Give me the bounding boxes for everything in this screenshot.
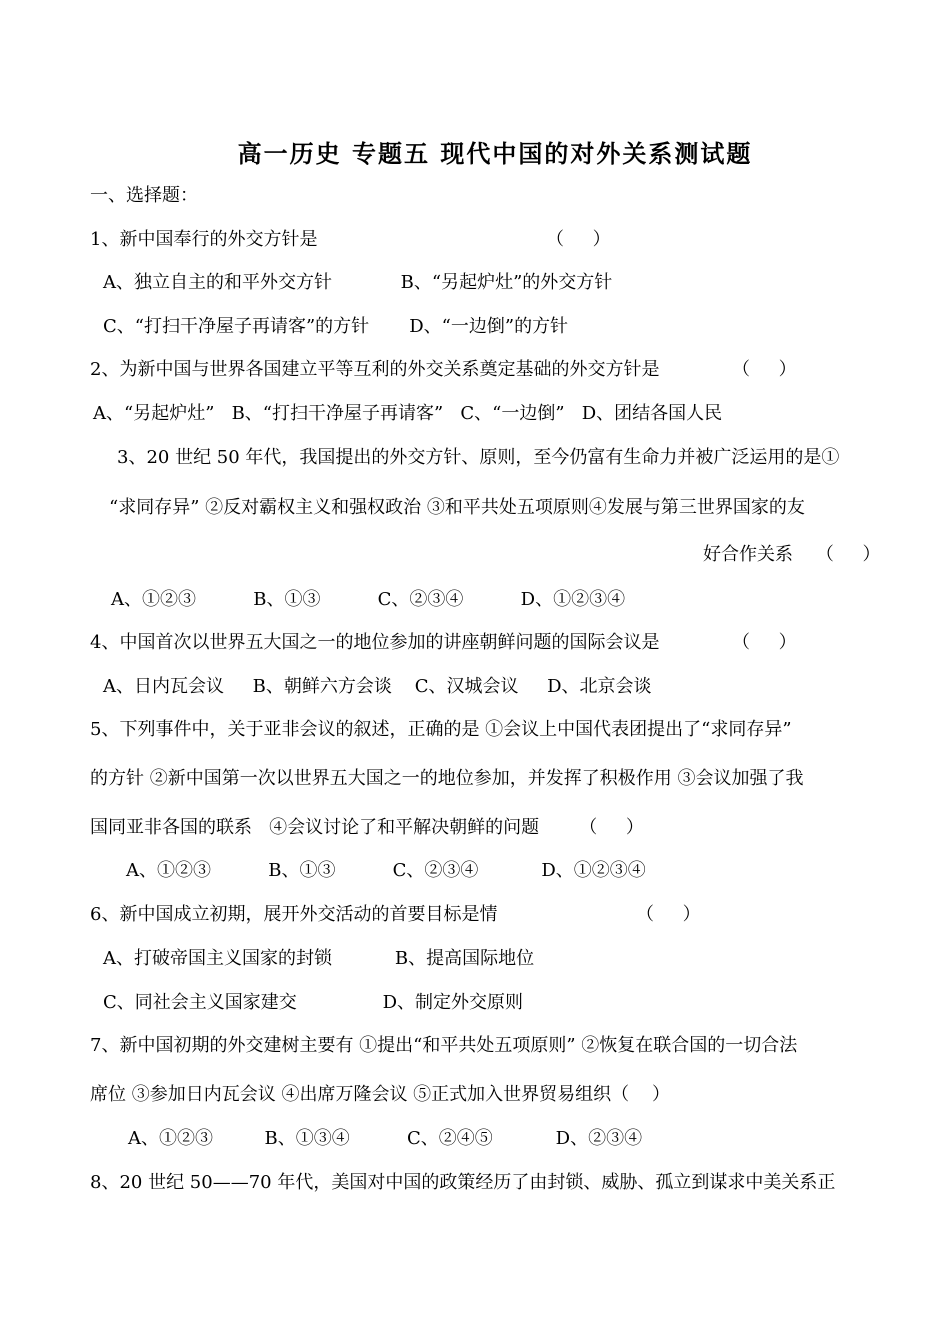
q5-line-1: 5、下列事件中，关于亚非会议的叙述，正确的是 ①会议上中国代表团提出了“求同存异” (90, 719, 792, 740)
q6-options-ab: A、打破帝国主义国家的封锁 B、提高国际地位 (103, 948, 535, 969)
q4-answer-blank: （ ） (732, 632, 797, 653)
q1-options-ab: A、独立自主的和平外交方针 B、“另起炉灶”的外交方针 (103, 272, 613, 293)
q4-stem: 4、中国首次以世界五大国之一的地位参加的讲座朝鲜问题的国际会议是 (90, 632, 660, 653)
q1-answer-blank: （ ） (546, 229, 611, 250)
q6-stem: 6、新中国成立初期，展开外交活动的首要目标是情 (90, 904, 498, 925)
q7-line-2: 席位 ③参加日内瓦会议 ④出席万隆会议 ⑤正式加入世界贸易组织（ ） (90, 1084, 671, 1105)
q6-answer-blank: （ ） (636, 904, 701, 925)
q2-options: A、“另起炉灶” B、“打扫干净屋子再请客” C、“一边倒” D、团结各国人民 (93, 403, 723, 424)
section-heading: 一、选择题： (90, 185, 198, 206)
q2-answer-blank: （ ） (732, 359, 797, 380)
q2-stem: 2、为新中国与世界各国建立平等互利的外交关系奠定基础的外交方针是 (90, 359, 660, 380)
q3-options: A、①②③ B、①③ C、②③④ D、①②③④ (111, 589, 626, 610)
q7-options: A、①②③ B、①③④ C、②④⑤ D、②③④ (128, 1128, 643, 1149)
q3-line-2: “求同存异” ②反对霸权主义和强权政治 ③和平共处五项原则④发展与第三世界国家的友 (109, 497, 805, 518)
page-title: 高一历史 专题五 现代中国的对外关系测试题 (237, 140, 753, 168)
q8-line-1: 8、20 世纪 50——70 年代，美国对中国的政策经历了由封锁、威胁、孤立到谋求中美关系正 (90, 1172, 836, 1193)
q1-options-cd: C、“打扫干净屋子再请客”的方针 D、“一边倒”的方针 (103, 316, 569, 337)
q5-line-3: 国同亚非各国的联系 ④会议讨论了和平解决朝鲜的问题 （ ） (90, 817, 644, 838)
q3-line-3: 好合作关系 （ ） (703, 544, 881, 565)
q5-line-2: 的方针 ②新中国第一次以世界五大国之一的地位参加，并发挥了积极作用 ③会议加强了我 (90, 768, 804, 789)
q6-options-cd: C、同社会主义国家建交 D、制定外交原则 (103, 992, 524, 1013)
q7-line-1: 7、新中国初期的外交建树主要有 ①提出“和平共处五项原则” ②恢复在联合国的一切合法 (90, 1035, 798, 1056)
q4-options: A、日内瓦会议 B、朝鲜六方会谈 C、汉城会议 D、北京会谈 (103, 676, 652, 697)
q3-line-1: 3、20 世纪 50 年代，我国提出的外交方针、原则，至今仍富有生命力并被广泛运用的是① (117, 447, 840, 468)
q5-options: A、①②③ B、①③ C、②③④ D、①②③④ (126, 860, 646, 881)
q1-stem: 1、新中国奉行的外交方针是 (90, 229, 318, 250)
